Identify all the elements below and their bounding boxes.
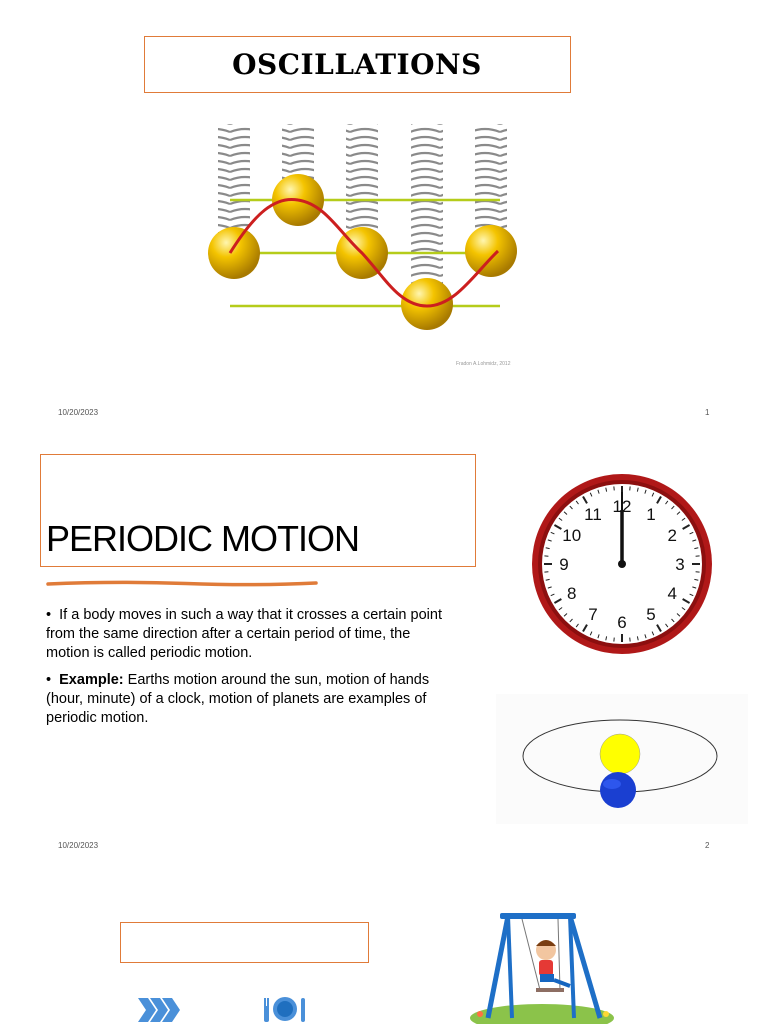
clock-numeral: 7: [588, 605, 598, 625]
mass-ball-4: [401, 278, 453, 330]
slide-2-date: 10/20/2023: [58, 841, 99, 850]
bullet-2-label: Example:: [59, 672, 124, 688]
clock-numeral: 3: [675, 555, 685, 574]
oscillation-springs-illustration: [200, 118, 530, 333]
spring-1: [218, 124, 250, 244]
clock-numeral: 4: [667, 584, 677, 603]
spring-5: [475, 124, 507, 236]
earth-icon: [600, 772, 636, 808]
bullet-2-text: Earths motion around the sun, motion of hands (hour, minute) of a clock, motion of planets are examples of periodic motion.: [46, 672, 430, 726]
bullet-item-2: • Example: Earths motion around the sun, motion of hands (hour, minute) of a clock, motion of planets are examples of periodic motion.: [46, 672, 430, 726]
slide-2-title: PERIODIC MOTION: [46, 518, 360, 559]
wall-clock-image: [528, 470, 716, 658]
mass-ball-5: [465, 225, 517, 277]
slide-2: [0, 432, 768, 864]
mass-ball-1: [208, 227, 260, 279]
clock-numeral: 8: [567, 584, 577, 603]
chevron-arrows-icon: [136, 996, 182, 1024]
slide-3: [0, 868, 768, 1024]
bullet-list: [46, 606, 456, 736]
clock-numeral: 11: [584, 504, 602, 524]
spring-3: [346, 124, 378, 242]
clock-numeral: 5: [646, 605, 656, 625]
clock-numeral: 6: [617, 613, 627, 632]
earth-sun-orbit-image: [496, 694, 748, 824]
clock-center-pin: [618, 560, 626, 568]
clock-numeral: 9: [559, 555, 569, 574]
spring-4: [411, 124, 443, 294]
clock-numeral: 1: [646, 504, 656, 524]
slide-1-date: 10/20/2023: [58, 408, 99, 417]
slide-1-title: OSCILLATIONS: [232, 47, 482, 81]
title-underline: [46, 580, 318, 588]
plate-cutlery-icon: [262, 994, 308, 1024]
slide-1-page-number: 1: [705, 408, 710, 417]
slide-3-title-box: [120, 922, 369, 963]
image-credit: Fradon A.Lohmidz, 2012: [456, 361, 511, 367]
slide-1: [0, 0, 768, 432]
sun-icon: [600, 734, 640, 774]
bullet-item-1: • If a body moves in such a way that it crosses a certain point from the same direction after a certain period of time, the motion is called periodic motion.: [46, 607, 442, 661]
slide-2-page-number: 2: [705, 841, 710, 850]
clock-numeral: 12: [612, 497, 632, 516]
clock-numeral: 10: [562, 526, 582, 545]
clock-numeral: 2: [667, 526, 677, 545]
bullet-1-text: If a body moves in such a way that it crosses a certain point from the same direction after a certain period of time, the motion is called periodic motion.: [46, 607, 442, 661]
child-on-swing-image: [470, 910, 616, 1024]
